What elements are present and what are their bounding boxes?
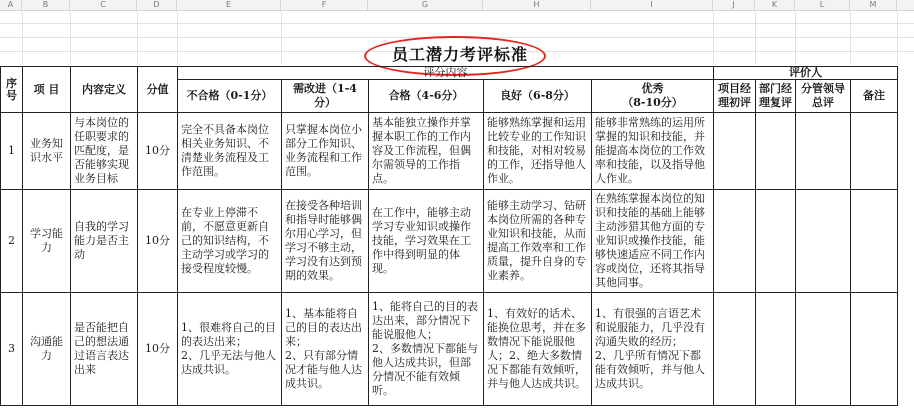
cell-level-good[interactable]: 能够主动学习、钻研本岗位所需的各种专业知识和技能，从而提高工作效率和工作质量，提升自身的专业素养。 [484,190,592,293]
column-header-k[interactable]: K [755,0,795,10]
cell-evaluator-pm[interactable] [714,190,756,293]
table-row [1,293,898,406]
sheet-title[interactable]: 员工潜力考评标准 [391,45,528,64]
grid-line [177,10,178,65]
grid-line [713,10,714,65]
cell-seq[interactable]: 3 [1,293,23,406]
grid-line [850,10,851,65]
cell-definition[interactable]: 是否能把自己的想法通过语言表达出来 [71,293,138,406]
cell-item[interactable]: 学习能力 [23,190,71,293]
cell-definition[interactable]: 自我的学习能力是否主动 [71,190,138,293]
cell-evaluator-leader[interactable] [796,293,851,406]
column-header-g[interactable]: G [368,0,483,10]
cell-seq[interactable]: 1 [1,113,23,190]
cell-seq[interactable]: 2 [1,190,23,293]
cell-level-improve[interactable]: 1、基本能将自己的目的表达出来； 2、只有部分情况才能与他人达成共识。 [282,293,369,406]
header-remark[interactable]: 备注 [851,80,898,113]
grid-line [281,10,282,65]
header-level-good[interactable]: 良好（6-8分） [484,80,592,113]
cell-item[interactable]: 沟通能力 [23,293,71,406]
column-header-j[interactable]: J [713,0,755,10]
cell-level-fail[interactable]: 在专业上停滞不前，不愿意更新自己的知识结构，不主动学习或学习的接受程度较慢。 [178,190,282,293]
column-header-i[interactable]: I [591,0,713,10]
cell-level-pass[interactable]: 基本能独立操作并掌握本职工作的工作内容及工作流程，但偶尔需领导的工作指点。 [369,113,484,190]
cell-score[interactable]: 10分 [138,113,178,190]
grid-line [137,10,138,65]
column-header-a[interactable]: A [0,0,22,10]
cell-evaluator-dept[interactable] [756,190,796,293]
cell-score[interactable]: 10分 [138,190,178,293]
cell-level-improve[interactable]: 在接受各种培训和指导时能够偶尔用心学习，但学习不够主动，学习没有达到预期的效果。 [282,190,369,293]
evaluation-table [0,66,898,406]
cell-level-excellent[interactable]: 1、有很强的言语艺术和说服能力，几乎没有沟通失败的经历； 2、几乎所有情况下都能有效倾听，并与他人达成共识。 [592,293,714,406]
column-header-e[interactable]: E [177,0,281,10]
header-level-improve[interactable]: 需改进（1-4分） [282,80,369,113]
column-header-l[interactable]: L [795,0,850,10]
cell-remark[interactable] [851,113,898,190]
grid-line [22,10,23,65]
header-seq[interactable]: 序号 [1,67,23,113]
cell-level-good[interactable]: 1、有效好的话术、能换位思考，并在多数情况下能说服他人；2、绝大多数情况下都能有效倾听，并与他人达成共识。 [484,293,592,406]
header-evaluator-pm[interactable]: 项目经理初评 [714,80,756,113]
table-row [1,113,898,190]
grid-line [897,10,898,65]
cell-evaluator-pm[interactable] [714,293,756,406]
header-evaluator-dept[interactable]: 部门经理复评 [756,80,796,113]
cell-level-pass[interactable]: 在工作中，能够主动学习专业知识或操作技能，学习效果在工作中得到明显的体现。 [369,190,484,293]
cell-evaluator-leader[interactable] [796,190,851,293]
cell-level-good[interactable]: 能够熟练掌握和运用比较专业的工作知识和技能，对相对较易的工作，还指导他人作业。 [484,113,592,190]
grid-line [755,10,756,65]
column-header-f[interactable]: F [281,0,368,10]
header-level-pass[interactable]: 合格（4-6分） [369,80,484,113]
cell-level-fail[interactable]: 完全不具备本岗位相关业务知识、不清楚业务流程及工作范围。 [178,113,282,190]
cell-evaluator-pm[interactable] [714,113,756,190]
cell-evaluator-leader[interactable] [796,113,851,190]
cell-level-pass[interactable]: 1、能将自己的目的表达出来，部分情况下能说服他人； 2、多数情况下都能与他人达成共识，但部分情况不能有效倾听。 [369,293,484,406]
grid-line [70,10,71,65]
cell-item[interactable]: 业务知识水平 [23,113,71,190]
header-evaluator-group[interactable]: 评价人 [714,67,898,80]
grid-line [795,10,796,65]
column-header-m[interactable]: M [850,0,897,10]
cell-remark[interactable] [851,190,898,293]
cell-score[interactable]: 10分 [138,293,178,406]
cell-evaluator-dept[interactable] [756,113,796,190]
header-evaluator-leader[interactable]: 分管领导总评 [796,80,851,113]
cell-level-fail[interactable]: 1、很难将自己的目的表达出来； 2、几乎无法与他人达成共识。 [178,293,282,406]
column-header-c[interactable]: C [70,0,137,10]
column-header-d[interactable]: D [137,0,177,10]
cell-level-excellent[interactable]: 能够非常熟练的运用所掌握的知识和技能，并能提高本岗位的工作效率和技能，以及指导他人作业。 [592,113,714,190]
cell-evaluator-dept[interactable] [756,293,796,406]
header-rating-group[interactable]: 评分内容 [178,67,714,80]
header-level-fail[interactable]: 不合格（0-1分） [178,80,282,113]
header-item[interactable]: 项 目 [23,67,71,113]
column-header-b[interactable]: B [22,0,70,10]
header-level-excellent[interactable]: 优秀 （8-10分） [592,80,714,113]
table-row [1,190,898,293]
cell-level-improve[interactable]: 只掌握本岗位小部分工作知识、业务流程和工作范围。 [282,113,369,190]
header-definition[interactable]: 内容定义 [71,67,138,113]
cell-definition[interactable]: 与本岗位的任职要求的匹配度，是否能够实现业务目标 [71,113,138,190]
column-header-h[interactable]: H [483,0,591,10]
cell-remark[interactable] [851,293,898,406]
header-score[interactable]: 分值 [138,67,178,113]
cell-level-excellent[interactable]: 在熟练掌握本岗位的知识和技能的基础上能够主动涉猎其他方面的专业知识或操作技能，能够快速适应不同工作内容或岗位，还将其指导其他同事。 [592,190,714,293]
